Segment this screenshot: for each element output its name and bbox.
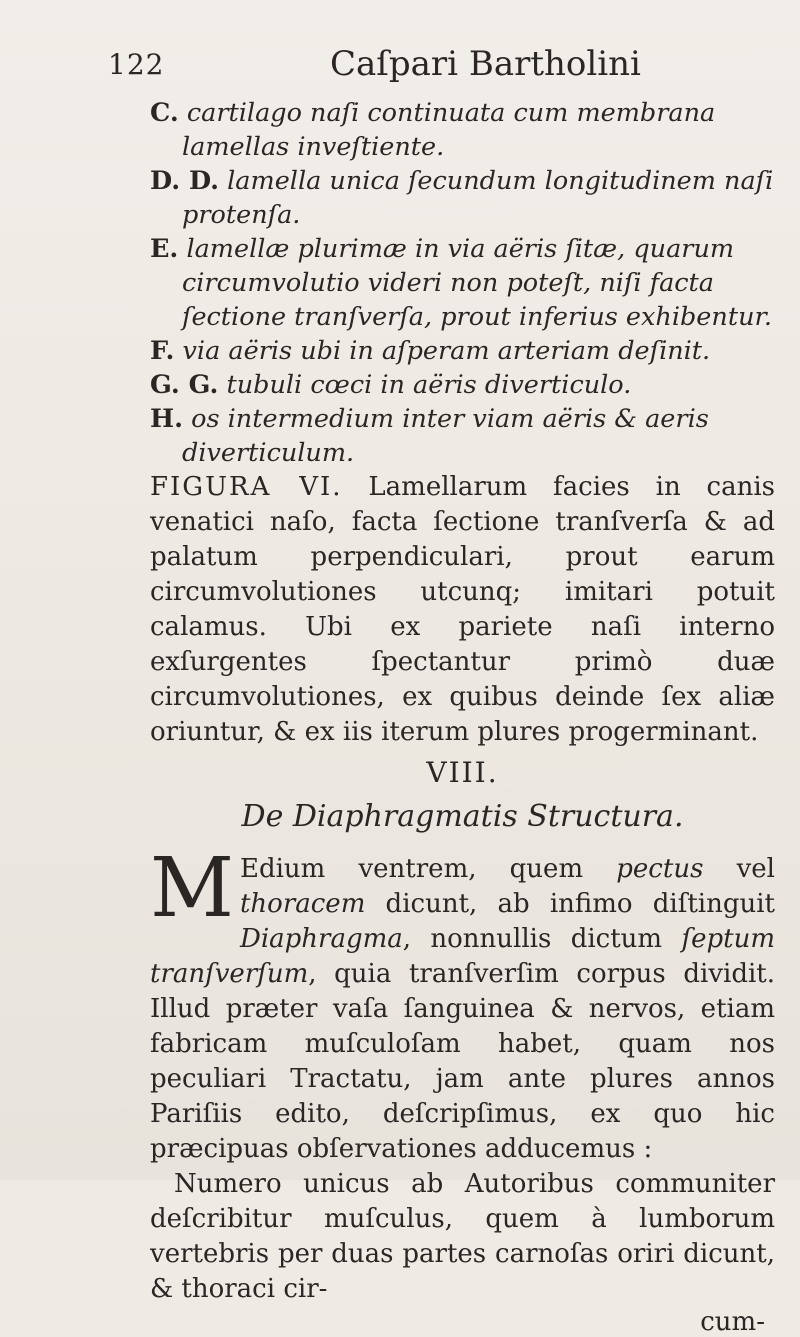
italic-term: ſeptum tranſverſum [150,924,775,989]
legend-entry-f [150,334,775,368]
paragraph-main [150,841,775,1167]
figura-label: FIGURA VI. [150,472,343,502]
figura-paragraph [150,470,775,750]
legend-entry-e [150,232,775,334]
legend-text: lamellæ plurimæ in via aëris ſitæ, quarum circumvolutio videri non poteſt, niſi facta ſectione tranſverſa, prout inferius exhibentur. [182,234,772,332]
legend-text: tubuli cœci in aëris diverticulo. [226,370,632,400]
legend-key: C. [150,98,179,128]
paragraph-second: Numero unicus ab Autoribus communiter deſcribitur muſculus, quem à lumborum vertebris per duas partes carnoſas oriri dicunt, & thoraci cir- [150,1169,775,1304]
legend-text: cartilago naſi continuata cum membrana lamellas inveſtiente. [182,98,716,162]
paragraph-text: , quia tranſverſim corpus dividit. Illud præter vaſa ſanguinea & nervos, etiam fabricam muſculoſam habet, quam nos peculiari Tractatu, jam ante plures annos Pariſiis edito, deſcripſimus, ex quo hic præcipuas obſervationes adducemus : [150,959,775,1164]
section-number: VIII. [426,756,499,789]
legend-key: H. [150,404,183,434]
legend-entry-g [150,368,775,402]
legend-key: E. [150,234,179,264]
legend-entry-d [150,164,775,232]
legend-text: lamella unica ſecundum longitudinem naſi protenſa. [182,166,774,230]
legend-key: F. [150,336,175,366]
figura-text: Lamellarum facies in canis venatici naſo, facta ſectione tranſverſa & ad palatum perpendiculari, prout earum circumvolutiones utcunq; imitari potuit calamus. Ubi ex pariete naſi interno exſurgentes ſpectantur primò duæ circumvolutiones, ex quibus deinde ſex aliæ oriuntur, & ex iis iterum plures progerminant. [150,472,776,747]
italic-term: pectus [616,854,704,884]
italic-term: Diaphragma [239,924,403,954]
legend-entry-h [150,402,775,470]
page-number: 122 [108,48,165,81]
legend-text: via aëris ubi in aſperam arteriam deſinit. [182,336,711,366]
paragraph-text: vel [703,854,775,884]
page-body [150,96,775,1337]
page-header [108,44,718,88]
section-title: De Diaphragmatis Structura. [241,799,684,834]
paragraph-text: , nonnullis dictum [402,924,682,954]
paragraph-text: dicunt, ab infimo diſtinguit [365,889,775,919]
legend-key: G. G. [150,370,219,400]
legend-text: os intermedium inter viam aëris & aeris diverticulum. [182,404,709,468]
catchword: cum- [700,1307,765,1337]
legend-entry-c [150,96,775,164]
running-title: Caſpari Bartholini [330,44,641,84]
drop-capital: M [150,841,234,936]
legend-key: D. D. [150,166,220,196]
italic-term: thoracem [239,889,366,919]
paragraph-text: Edium ventrem, quem [239,854,617,884]
